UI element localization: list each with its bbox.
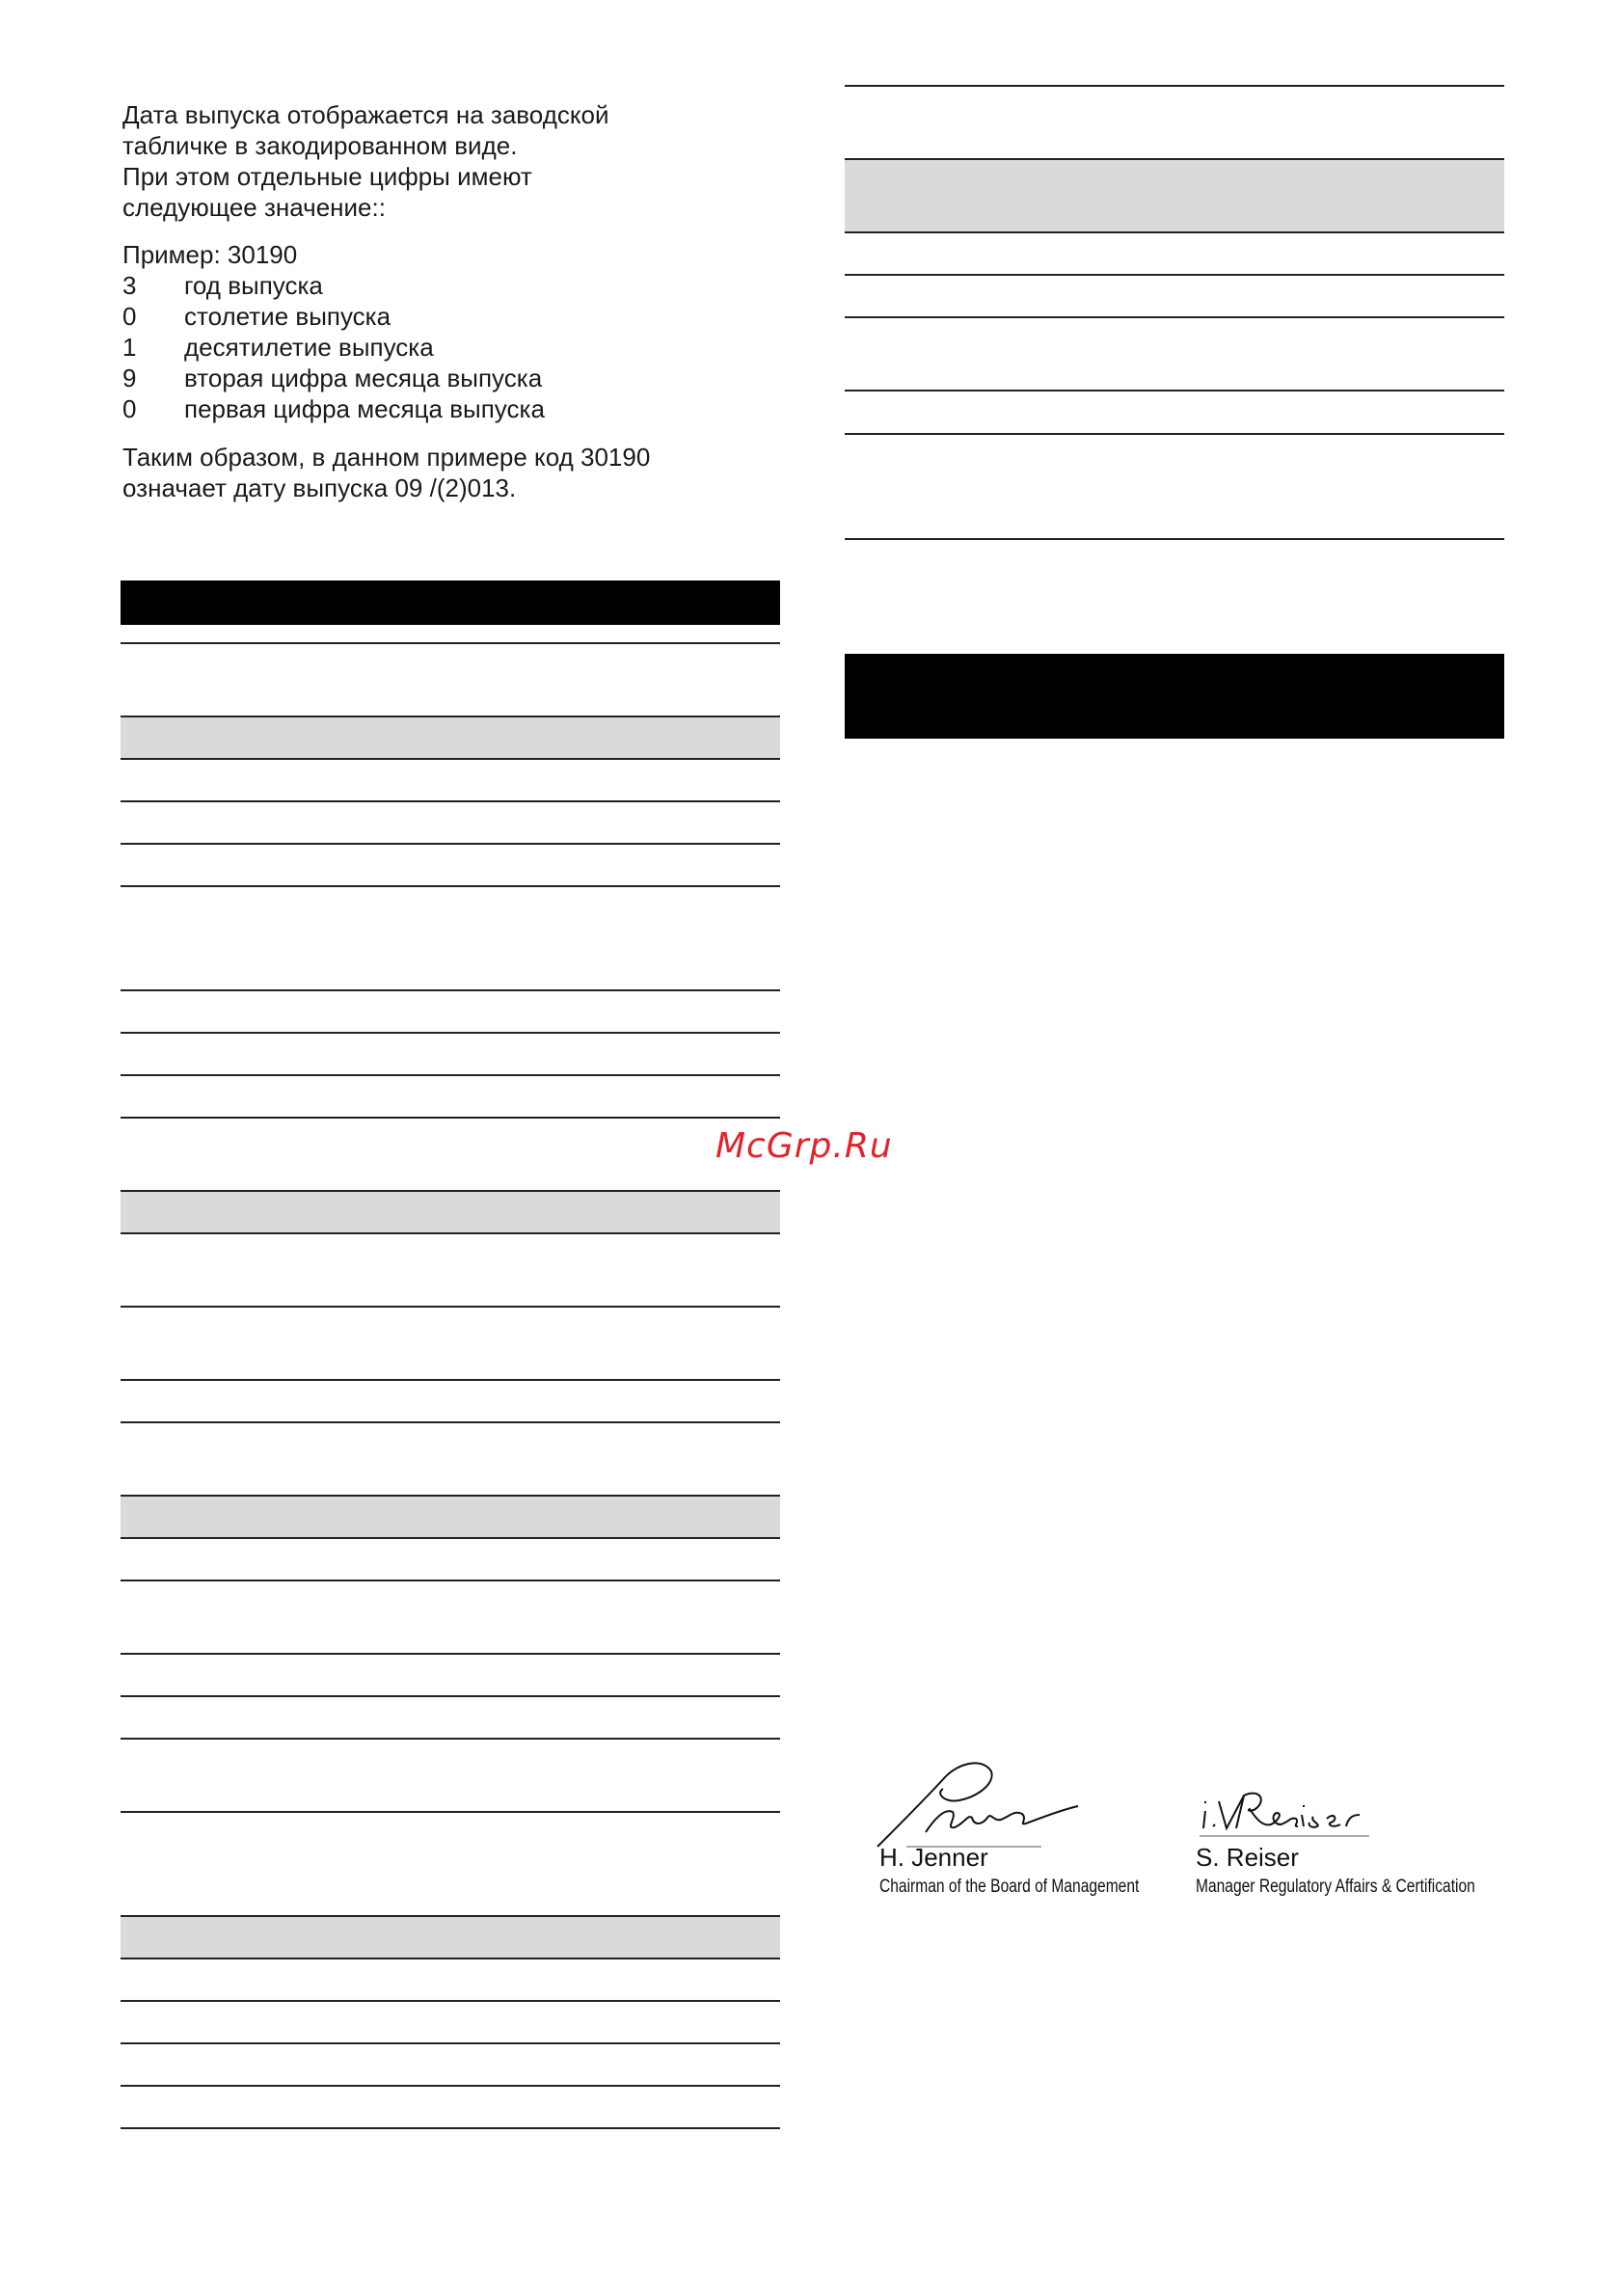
table-rule [121,716,780,717]
code-row [122,393,797,424]
table-rule [121,1074,780,1076]
table-rule [121,2042,780,2044]
table-section-row [121,1190,780,1232]
table-rule [845,85,1504,87]
code-row [122,270,797,301]
table-rule [121,642,780,644]
table-rule [845,274,1504,276]
signer-role: Manager Regulatory Affairs & Certification [1196,1877,1475,1897]
table-section-row [845,158,1504,231]
table-rule [121,1580,780,1581]
table-section-row [121,1915,780,1958]
table-section-row [121,1495,780,1537]
table-rule [121,1379,780,1381]
code-meaning: десятилетие выпуска [184,333,434,362]
conclusion-paragraph [122,442,797,503]
table-rule [121,1232,780,1234]
code-row [122,301,797,332]
table-rule [121,1695,780,1697]
code-meaning: столетие выпуска [184,302,391,331]
example-block [122,239,797,424]
table-rule [121,1653,780,1655]
code-meaning: год выпуска [184,271,323,300]
table-rule [121,1811,780,1813]
code-meaning: первая цифра месяца выпуска [184,394,545,423]
table-rule [121,1117,780,1119]
table-rule [121,1958,780,1959]
handwritten-signature-reiser [1196,1782,1379,1850]
table-rule [121,758,780,760]
table-rule [845,231,1504,233]
table-rule [121,1421,780,1423]
table-rule [121,800,780,802]
table-rule [845,390,1504,392]
intro-line: При этом отдельные цифры имеют [122,162,532,191]
table-rule [121,1190,780,1192]
table-rule [121,989,780,991]
table-header-bar [121,581,780,625]
code-digit: 1 [122,333,137,362]
watermark: McGrp.Ru [715,1126,893,1166]
code-digit: 0 [122,302,137,331]
table-rule [121,885,780,887]
table-section-row [121,716,780,758]
table-rule [121,2000,780,2002]
code-row [122,363,797,393]
intro-line: следующее значение:: [122,193,386,222]
signer-name: S. Reiser [1196,1843,1299,1872]
conclusion-line: Таким образом, в данном примере код 30190 [122,443,651,472]
conclusion-line: означает дату выпуска 09 /(2)013. [122,473,517,502]
table-rule [121,1032,780,1034]
code-row [122,332,797,363]
table-rule [121,1306,780,1308]
table-rule [121,1537,780,1539]
table-rule [845,158,1504,160]
table-rule [845,538,1504,540]
table-rule [121,1495,780,1497]
code-digit: 0 [122,394,137,423]
example-title: Пример: 30190 [122,240,298,269]
table-rule [121,1915,780,1917]
intro-line: табличке в закодированном виде. [122,131,518,160]
table-rule [121,2085,780,2087]
table-rule [121,2127,780,2129]
signer-role: Chairman of the Board of Management [879,1877,1140,1897]
table-rule [121,843,780,845]
intro-line: Дата выпуска отображается на заводской [122,100,609,129]
signer-name: H. Jenner [879,1843,988,1872]
code-digit: 3 [122,271,137,300]
table-rule [845,316,1504,318]
table-rule [845,433,1504,435]
code-digit: 9 [122,364,137,392]
intro-paragraph [122,99,778,223]
table-rule [121,1738,780,1740]
code-meaning: вторая цифра месяца выпуска [184,364,543,392]
declaration-header-bar [845,654,1504,739]
